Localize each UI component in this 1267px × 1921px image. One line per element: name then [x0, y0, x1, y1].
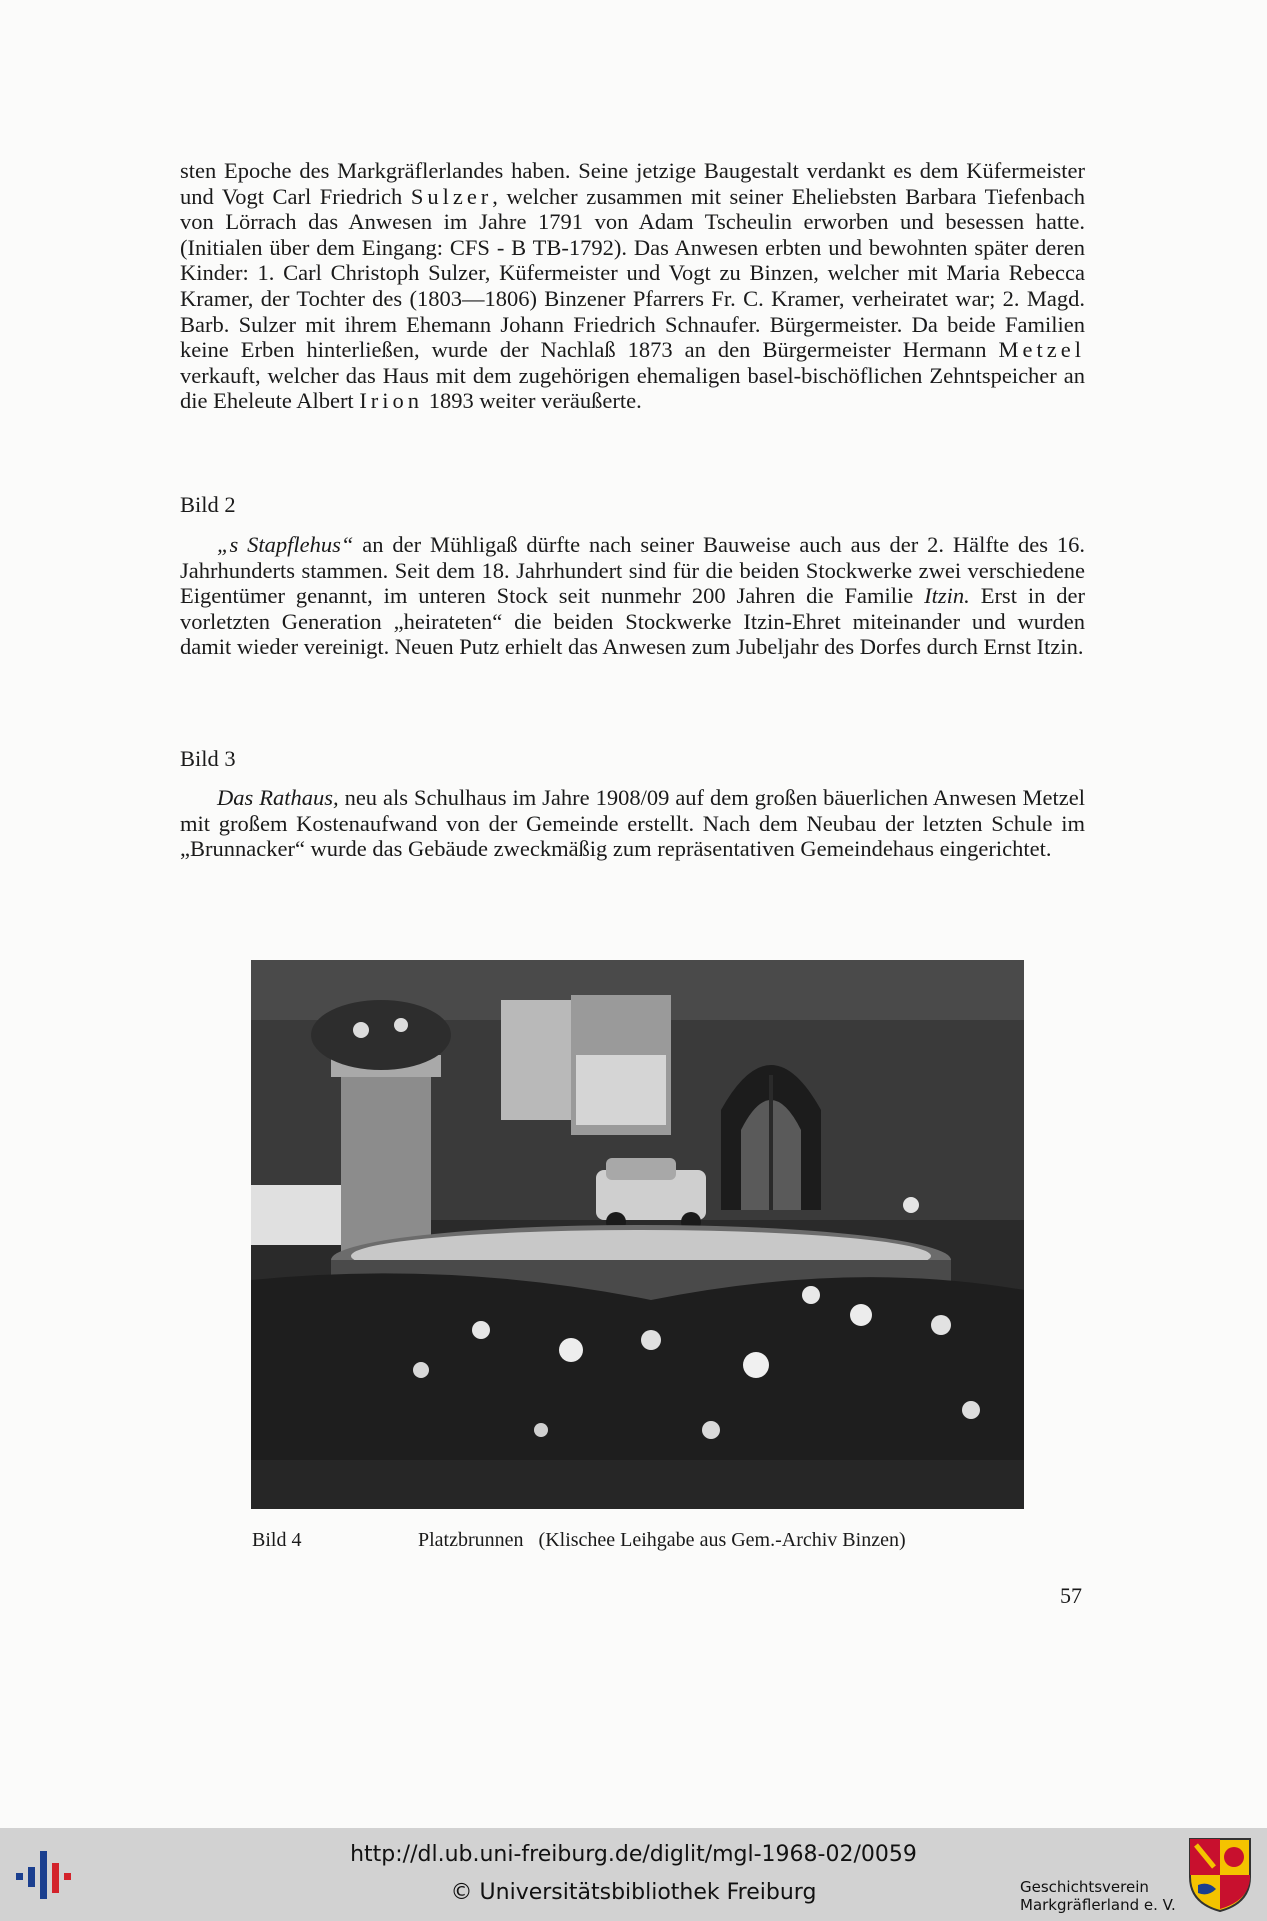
- fountain-photo-image: [251, 960, 1024, 1509]
- name-irion: Irion: [359, 388, 424, 414]
- society-name-line1: Geschichtsverein: [1020, 1878, 1149, 1896]
- para2-text1: an der Mühligaß dürfte nach seiner Bauweise auch aus der 2. Hälfte des 16. Jahrhunderts stammen. Seit dem 18. Jahrhundert sind für die beiden Stockwerke zwei verschiedene Eigentümer genannt, im unteren Stock seit nunmehr 200 Jahren die Familie: [180, 532, 1086, 609]
- para2-text2: Erst in der vorletzten Generation „heirateten“ die beiden Stockwerke Itzin-Ehret miteinander und wurden damit wieder vereinigt. Neuen Putz erhielt das Anwesen zum Jubeljahr des Dorfes durch Ernst Itzin.: [180, 583, 1085, 660]
- para1-part2: , welcher zusammen mit seiner Eheliebsten Barbara Tiefenbach von Lörrach das Anwesen im Jahre 1791 von Adam Tscheulin erworben und besessen hatte. (Initialen über dem Eingang: CFS - B TB-1792). Das Anwesen erbten und bewohnten später deren Kinder: 1. Carl Christoph Sulzer, Küfermeister und Vogt zu Binzen, welcher mit Maria Rebecca Kramer, der Tochter des (1803—1806) Binzener Pfarrers Fr. C. Kramer, verheiratet war; 2. Magd. Barb. Sulzer mit ihrem Ehemann Johann Friedrich Schnaufer. Bürgermeister. Da beide Familien keine Erben hinterließen, wurde der Nachlaß 1873 an den Bürgermeister Hermann: [180, 183, 1085, 363]
- paragraph-2: [180, 532, 1085, 660]
- coat-of-arms-icon: [1188, 1837, 1252, 1913]
- italic-itzin: Itzin.: [924, 583, 970, 609]
- name-metzel: Metzel: [998, 337, 1085, 363]
- para3-text: neu als Schulhaus im Jahre 1908/09 auf dem großen bäuerlichen Anwesen Metzel mit großem Kostenaufwand von der Gemeinde erstellt. Nach dem Neubau der letzten Schule im „Brunnacker“ wurde das Gebäude zweckmäßig zum repräsentativen Gemeindehaus eingerichtet.: [180, 785, 1085, 862]
- permalink-url[interactable]: http://dl.ub.uni-freiburg.de/diglit/mgl-1968-02/0059: [350, 1842, 917, 1867]
- photo-platzbrunnen: [251, 960, 1024, 1509]
- heading-bild-3: Bild 3: [180, 746, 236, 771]
- para1-part4: 1893 weiter veräußerte.: [423, 388, 642, 414]
- para1-part3: verkauft, welcher das Haus mit dem zugehörigen ehemaligen basel-bischöflichen Zehntspeicher an die Eheleute Albert: [180, 362, 1085, 414]
- society-name-line2: Markgräflerland e. V.: [1020, 1896, 1176, 1914]
- paragraph-3: [180, 785, 1085, 862]
- figure-label: Bild 4: [252, 1529, 302, 1551]
- copyright-text: © Universitätsbibliothek Freiburg: [450, 1880, 817, 1905]
- society-name: [1020, 1878, 1176, 1914]
- figure-caption: Platzbrunnen (Klischee Leihgabe aus Gem.-Archiv Binzen): [418, 1529, 906, 1551]
- footer-bar: [0, 1828, 1267, 1921]
- italic-rathaus: Das Rathaus,: [217, 785, 339, 810]
- heading-bild-2: Bild 2: [180, 492, 236, 517]
- para1-part1: sten Epoche des Markgräflerlandes haben. Seine jetzige Baugestalt verdankt es dem Küfermeister und Vogt Carl Friedrich: [180, 158, 1085, 209]
- italic-stapflehus: „s Stapflehus“: [217, 532, 354, 557]
- page-number: 57: [1060, 1583, 1082, 1608]
- name-sulzer: Sulzer: [410, 183, 493, 209]
- paragraph-1: [180, 158, 1085, 414]
